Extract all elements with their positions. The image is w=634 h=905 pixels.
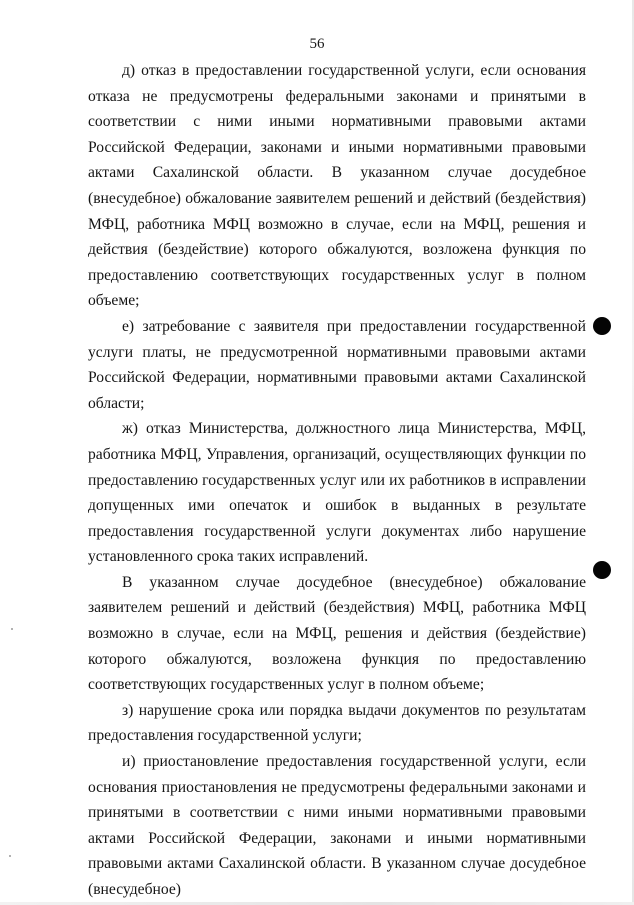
paragraph-e: е) затребование с заявителя при предоставлении государственной услуги платы, не предусмотренной нормативными правовыми актами Российской Федерации, нормативными правовыми актами Сахалинской области; (88, 317, 586, 412)
scan-speck (9, 855, 11, 857)
punch-hole-bottom (593, 561, 611, 579)
paragraph-d: д) отказ в предоставлении государственной услуги, если основания отказа не предусмотрены федеральными законами и принятыми в соответствии с ними иными нормативными правовыми актами Российской Федерации, законами и иными нормативными правовыми актами Сахалинской области. В указанном случае досудебное (внесудебное) обжалование заявителем решений и действий (бездействия) МФЦ, работника МФЦ возможно в случае, если на МФЦ, решения и действия (бездействие) которого обжалуются, возложена функция по предоставлению соответствующих государственных услуг в полном объеме; (88, 62, 586, 310)
document-body (88, 58, 586, 903)
scan-speck (11, 628, 13, 630)
paragraph-i: и) приостановление предоставления государственной услуги, если основания приостановления не предусмотрены федеральными законами и принятыми в соответствии с ними иными нормативными правовыми актами Российской Федерации, законами и иными нормативными правовыми актами Сахалинской области. В указанном случае досудебное (внесудебное) (88, 753, 586, 898)
paragraph-zh: ж) отказ Министерства, должностного лица Министерства, МФЦ, работника МФЦ, Управления, организаций, осуществляющих функции по предоставлению государственных услуг или их работников в исправлении допущенных ими опечаток и ошибок в выданных в результате предоставления государственной услуги документах либо нарушение установленного срока таких исправлений. (88, 420, 586, 566)
punch-hole-top (593, 317, 611, 335)
paragraph-z: з) нарушение срока или порядка выдачи документов по результатам предоставления государственной услуги; (88, 701, 586, 745)
paragraph-note: В указанном случае досудебное (внесудебное) обжалование заявителем решений и действий (бездействия) МФЦ, работника МФЦ возможно в случае, если на МФЦ, решения и действия (бездействие) которого обжалуются, возложена функция по предоставлению соответствующих государственных услуг в полном объеме; (88, 573, 586, 694)
page-number: 56 (309, 36, 325, 52)
